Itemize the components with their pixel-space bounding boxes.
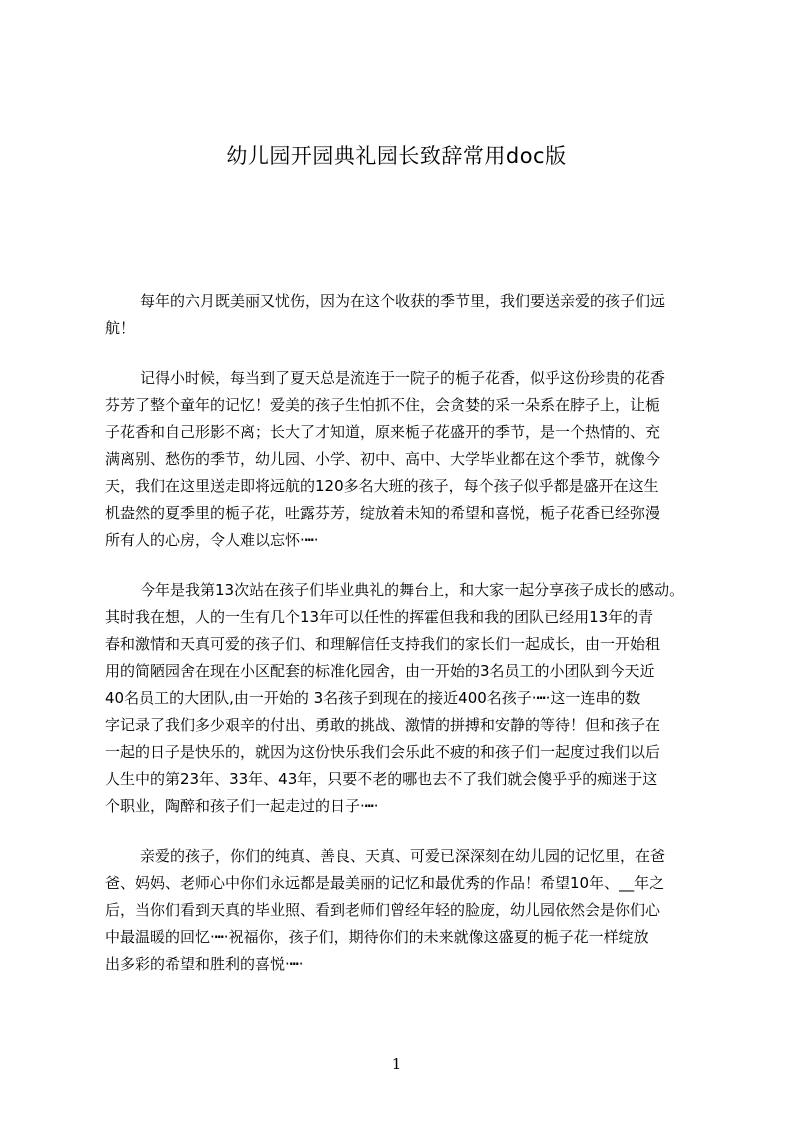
text-line: 记得小时候，每当到了夏天总是流连于一院子的栀子花香，似乎这份珍贵的花香 [140,369,666,387]
paragraph-1 [105,288,705,342]
text-line: 亲爱的孩子，你们的纯真、善良、天真、可爱已深深刻在幼儿园的记忆里，在爸 [140,847,666,865]
text-line: 子花香和自己形影不离；长大了才知道，原来栀子花盛开的季节，是一个热情的、充 [105,423,661,441]
document-body [105,288,705,1001]
text-line: 后，当你们看到天真的毕业照、看到老师们曾经年轻的脸庞，幼儿园依然会是你们心 [105,901,661,919]
text-line: 其时我在想，人的一生有几个13年可以任性的挥霍但我和我的团队已经用13年的青 [105,608,654,626]
text-line: 芬芳了整个童年的记忆！爱美的孩子生怕抓不住，会贪婪的采一朵系在脖子上，让栀 [105,396,661,414]
text-line: 天，我们在这里送走即将远航的120多名大班的孩子，每个孩子似乎都是盛开在这生 [105,477,659,495]
text-line: 中最温暖的回忆·┅·祝福你，孩子们，期待你们的未来就像这盛夏的栀子花一样绽放 [105,928,649,946]
text-line: 用的简陋园舍在现在小区配套的标准化园舍，由一开始的3名员工的小团队到今天近 [105,662,655,680]
text-line: 40名员工的大团队,由一开始的 3名孩子到现在的接近400名孩子·┅·这一连串的数 [105,689,641,707]
text-line: 字记录了我们多少艰辛的付出、勇敢的挑战、激情的拼搏和安静的等待！但和孩子在 [105,716,661,734]
text-line: 出多彩的希望和胜利的喜悦·┅· [105,955,304,973]
text-line: 今年是我第13次站在孩子们毕业典礼的舞台上，和大家一起分享孩子成长的感动。 [140,581,685,599]
text-line: 爸、妈妈、老师心中你们永远都是最美丽的记忆和最优秀的作品！希望10年、__年之 [105,874,665,892]
paragraph-3 [105,577,705,820]
document-title: 幼儿园开园典礼园长致辞常用doc版 [226,144,567,168]
text-line: 春和激情和天真可爱的孩子们、和理解信任支持我们的家长们一起成长，由一开始租 [105,635,661,653]
text-line: 每年的六月既美丽又忧伤，因为在这个收获的季节里，我们要送亲爱的孩子们远 [140,292,666,310]
text-line: 人生中的第23年、33年、43年，只要不老的哪也去不了我们就会傻乎乎的痴迷于这 [105,770,658,788]
text-line: 个职业，陶醉和孩子们一起走过的日子·┅· [105,797,379,815]
text-line: 满离别、愁伤的季节，幼儿园、小学、初中、高中、大学毕业都在这个季节，就像今 [105,450,661,468]
paragraph-2 [105,365,705,554]
text-line: 航！ [105,319,136,337]
paragraph-4 [105,843,705,978]
text-line: 所有人的心房，令人难以忘怀·┅· [105,531,319,549]
text-line: 机盎然的夏季里的栀子花，吐露芬芳，绽放着未知的希望和喜悦，栀子花香已经弥漫 [105,504,661,522]
text-line: 一起的日子是快乐的，就因为这份快乐我们会乐此不疲的和孩子们一起度过我们以后 [105,743,661,761]
page-number: 1 [391,1055,402,1073]
